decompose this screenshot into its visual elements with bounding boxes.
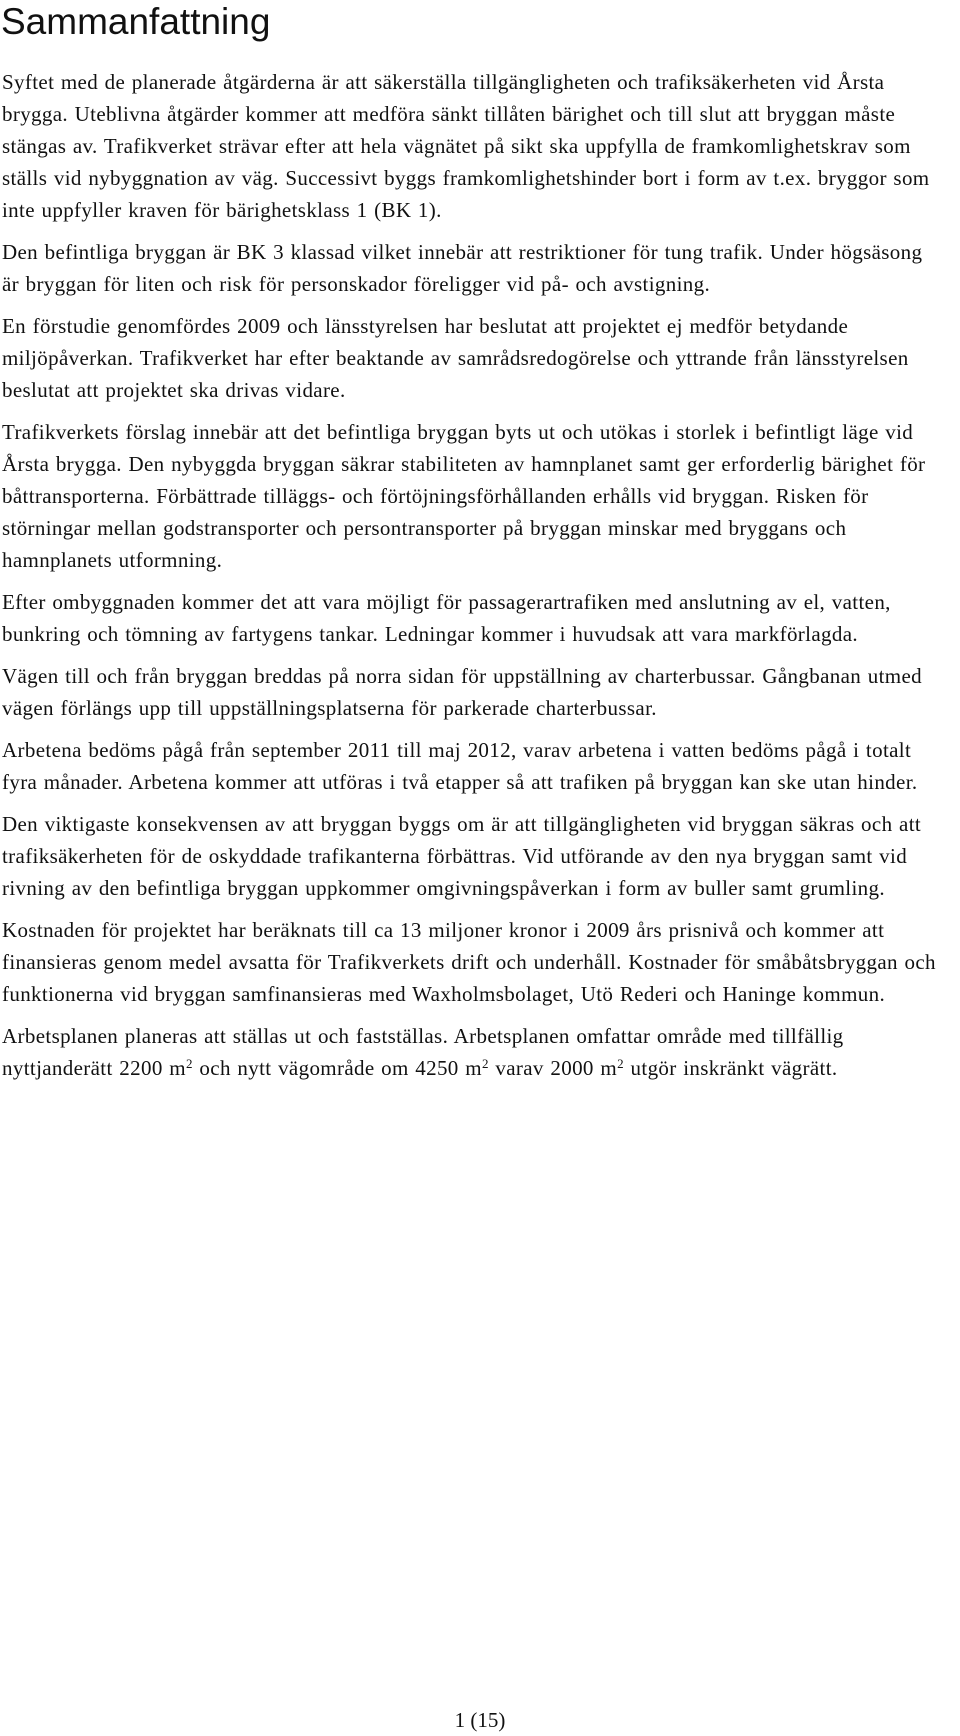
paragraph-prestudy: En förstudie genomfördes 2009 och länsstyrelsen har beslutat att projektet ej medför betydande miljöpåverkan. Trafikverket har efter beaktande av samrådsredogörelse och yttrande från länsstyrelsen beslutat att projektet ska drivas vidare. — [2, 314, 909, 402]
superscript-2: 2 — [185, 1056, 193, 1071]
paragraph-road-widening: Vägen till och från bryggan breddas på norra sidan för uppställning av charterbussar. Gångbanan utmed vägen förlängs upp till uppställningsplatserna för parkerade charterbussar. — [2, 664, 922, 720]
work-plan-text-2: och nytt vägområde om 4250 m — [192, 1056, 482, 1080]
paragraph-cost: Kostnaden för projektet har beräknats till ca 13 miljoner kronor i 2009 års prisnivå och kommer att finansieras genom medel avsatta för Trafikverkets drift och underhåll. Kostnader för småbåtsbryggan och funktionerna vid bryggan samfinansieras med Waxholmsbolaget, Utö Rederi och Haninge kommun. — [2, 918, 936, 1006]
paragraph-after-rebuild: Efter ombyggnaden kommer det att vara möjligt för passagerartrafiken med anslutning av el, vatten, bunkring och tömning av fartygens tankar. Ledningar kommer i huvudsak att vara markförlagda. — [2, 590, 891, 646]
page-title: Sammanfattning — [1, 1, 271, 42]
work-plan-text-4: utgör inskränkt vägrätt. — [623, 1056, 838, 1080]
page-number: 1 (15) — [454, 1708, 506, 1732]
document-body — [2, 66, 942, 1094]
work-plan-text-1: Arbetsplanen planeras att ställas ut och fastställas. Arbetsplanen omfattar område med tillfällig nyttjanderätt 2200 m — [2, 1024, 844, 1080]
superscript-2: 2 — [481, 1056, 489, 1071]
paragraph-current-bridge: Den befintliga bryggan är BK 3 klassad vilket innebär att restriktioner för tung trafik. Under högsäsong är bryggan för liten och risk för personskador föreligger vid på- och avstigning. — [2, 240, 923, 296]
paragraph-schedule: Arbetena bedöms pågå från september 2011 till maj 2012, varav arbetena i vatten bedöms pågå i totalt fyra månader. Arbetena kommer att utföras i två etapper så att trafiken på bryggan kan ske utan hinder. — [2, 738, 918, 794]
work-plan-text-3: varav 2000 m — [488, 1056, 618, 1080]
superscript-2: 2 — [617, 1056, 624, 1071]
paragraph-consequences: Den viktigaste konsekvensen av att bryggan byggs om är att tillgängligheten vid bryggan säkras och att trafiksäkerheten för de oskyddade trafikanterna förbättras. Vid utförande av den nya bryggan samt vid rivning av den befintliga bryggan uppkommer omgivningspåverkan i form av buller samt grumling. — [2, 812, 922, 900]
paragraph-work-plan — [2, 1020, 942, 1084]
paragraph-proposal: Trafikverkets förslag innebär att det befintliga bryggan byts ut och utökas i storlek i befintligt läge vid Årsta brygga. Den nybyggda bryggan säkrar stabiliteten av hamnplanet samt ger erforderlig bärighet för båttransporterna. Förbättrade tilläggs- och förtöjningsförhållanden erhålls vid bryggan. Risken för störningar mellan godstransporter och persontransporter på bryggan minskar med bryggans och hamnplanets utformning. — [2, 420, 926, 572]
paragraph-purpose: Syftet med de planerade åtgärderna är att säkerställa tillgängligheten och trafiksäkerheten vid Årsta brygga. Uteblivna åtgärder kommer att medföra sänkt tillåten bärighet och till slut att bryggan måste stängas av. Trafikverket strävar efter att hela vägnätet på sikt ska uppfylla de framkomlighetskrav som ställs vid nybyggnation av väg. Successivt byggs framkomlighetshinder bort i form av t.ex. bryggor som inte uppfyller kraven för bärighetsklass 1 (BK 1). — [2, 70, 930, 222]
